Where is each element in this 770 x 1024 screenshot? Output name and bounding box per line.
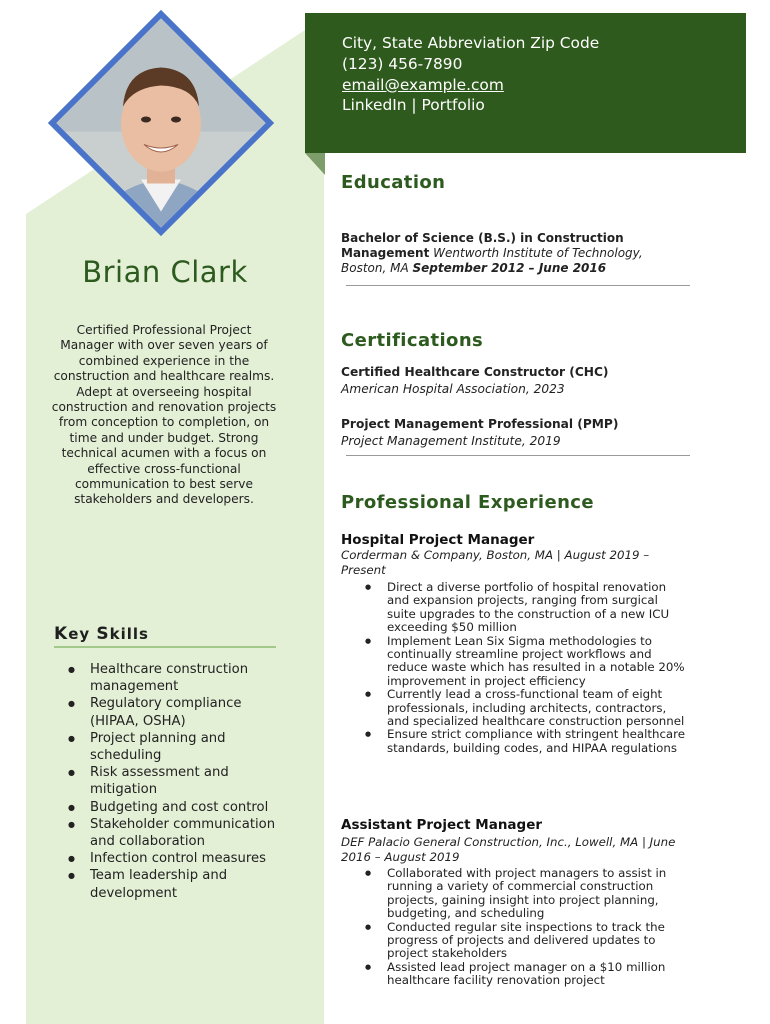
list-item: ● Project planning and scheduling bbox=[64, 730, 284, 764]
list-item: ● Infection control measures bbox=[64, 850, 284, 867]
school: Wentworth Institute of Technology, Boston, MA bbox=[341, 246, 643, 276]
list-item: ● Assisted lead project manager on a $10 million healthcare facility renovation project bbox=[365, 961, 685, 988]
experience-heading: Professional Experience bbox=[341, 492, 594, 513]
certification-name: Project Management Professional (PMP) bbox=[341, 417, 619, 431]
job-meta: Corderman & Company, Boston, MA | August 2019 – Present bbox=[341, 548, 650, 577]
candidate-name: Brian Clark bbox=[82, 255, 248, 289]
job-title: Assistant Project Manager bbox=[341, 817, 543, 833]
profile-photo bbox=[66, 28, 266, 228]
portrait-illustration bbox=[48, 11, 274, 236]
education-heading: Education bbox=[341, 172, 446, 193]
education-entry bbox=[341, 231, 686, 277]
list-item: ● Ensure strict compliance with stringent healthcare standards, building codes, and HIPAA regulations bbox=[365, 728, 685, 755]
certification-item bbox=[341, 364, 686, 398]
list-item: ● Conducted regular site inspections to track the progress of projects and delivered updates to project stakeholders bbox=[365, 921, 685, 961]
list-item: ● Stakeholder communication and collaboration bbox=[64, 816, 284, 850]
contact-links[interactable]: LinkedIn | Portfolio bbox=[342, 96, 485, 115]
certification-issuer: Project Management Institute, 2019 bbox=[341, 434, 561, 448]
certification-name: Certified Healthcare Constructor (CHC) bbox=[341, 365, 609, 379]
list-item: ● Collaborated with project managers to assist in running a variety of commercial construction projects, gaining insight into project planning, budgeting, and scheduling bbox=[365, 867, 685, 921]
job-meta bbox=[341, 835, 686, 865]
divider bbox=[346, 285, 690, 286]
degree: Bachelor of Science (B.S.) in Construction Management bbox=[341, 231, 624, 261]
skills-list bbox=[64, 661, 284, 902]
contact-email-link[interactable]: email@example.com bbox=[342, 75, 504, 94]
list-item: ● Healthcare construction management bbox=[64, 661, 284, 695]
contact-box bbox=[305, 13, 746, 153]
contact-phone: (123) 456-7890 bbox=[342, 54, 463, 73]
list-item: ● Implement Lean Six Sigma methodologies to continually streamline project workflows and reduce waste which has resulted in a notable 20% improvement in project efficiency bbox=[365, 635, 685, 689]
profile-summary: Certified Professional Project Manager with over seven years of combined experience in the construction and healthcare realms. Adept at overseeing hospital construction and renovation projects from conception to completion, on time and under budget. Strong technical acumen with a focus on effective cross-functional communication to best serve stakeholders and developers. bbox=[51, 323, 277, 507]
job-bullets bbox=[365, 867, 685, 988]
list-item: ● Risk assessment and mitigation bbox=[64, 764, 284, 798]
job-location-dates: , Lowell, MA | June 2016 – August 2019 bbox=[341, 835, 676, 864]
divider bbox=[346, 455, 690, 456]
job-bullets bbox=[365, 581, 685, 755]
job-company: DEF Palacio General Construction, Inc. bbox=[341, 835, 568, 849]
skills-heading: Key Skills bbox=[54, 624, 276, 648]
avatar bbox=[48, 10, 274, 236]
list-item: ● Direct a diverse portfolio of hospital renovation and expansion projects, ranging from surgical suite upgrades to the construction of a new ICU exceeding $50 million bbox=[365, 581, 685, 635]
list-item: ● Regulatory compliance (HIPAA, OSHA) bbox=[64, 695, 284, 729]
list-item: ● Team leadership and development bbox=[64, 867, 284, 901]
list-item: ● Currently lead a cross-functional team of eight professionals, including architects, contractors, and specialized healthcare construction personnel bbox=[365, 688, 685, 728]
certification-issuer: American Hospital Association, 2023 bbox=[341, 382, 565, 396]
contact-address: City, State Abbreviation Zip Code bbox=[342, 34, 600, 52]
education-dates: September 2012 – June 2016 bbox=[412, 261, 607, 276]
certifications-heading: Certifications bbox=[341, 330, 484, 351]
certification-item bbox=[341, 416, 686, 450]
list-item: ● Budgeting and cost control bbox=[64, 799, 284, 816]
job-title: Hospital Project Manager bbox=[341, 532, 535, 548]
